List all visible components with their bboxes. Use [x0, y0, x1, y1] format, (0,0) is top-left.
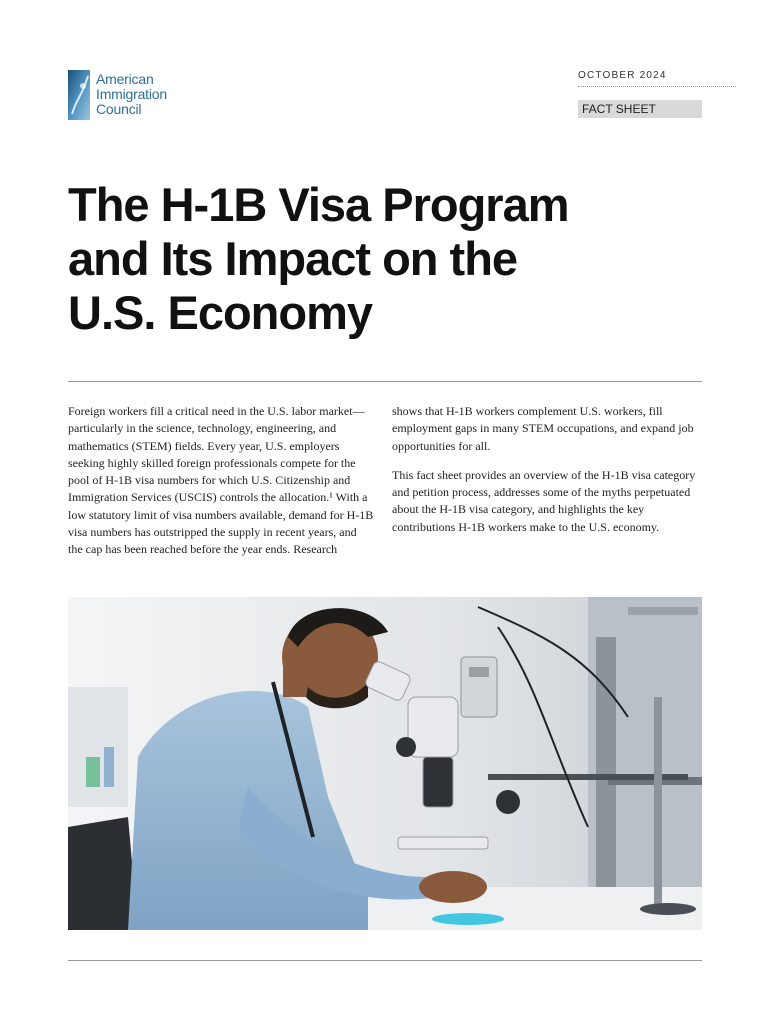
overview-paragraph: This fact sheet provides an overview of the H-1B visa category and petition process, addresses some of the myths perpetuated about the H-1B visa category, and highlights the key contributions H-1B workers make to the U.S. economy.	[392, 467, 696, 534]
intro-paragraph-continued: shows that H-1B workers complement U.S. workers, fill employment gaps in many STEM occupations, and expand job opportunities for all.	[392, 404, 694, 453]
footer-divider	[68, 960, 702, 961]
document-type-badge: FACT SHEET	[578, 100, 702, 118]
logo-line-2: Immigration	[96, 86, 167, 102]
logo-line-3: Council	[96, 101, 142, 117]
council-logo-icon	[68, 70, 90, 120]
title-line-1: The H-1B Visa Program	[68, 178, 569, 231]
organization-logo	[68, 70, 178, 122]
body-column-left	[68, 403, 374, 571]
photo-illustration	[68, 597, 702, 930]
logo-line-1: American	[96, 71, 154, 87]
page-title	[68, 178, 708, 340]
title-line-2: and Its Impact on the	[68, 232, 518, 285]
logo-wordmark	[96, 72, 167, 117]
title-divider	[68, 381, 702, 382]
body-column-right	[392, 403, 702, 548]
title-line-3: U.S. Economy	[68, 286, 373, 339]
intro-paragraph: Foreign workers fill a critical need in the U.S. labor market—particularly in the science, technology, engineering, and mathematics (STEM) fields. Every year, U.S. employers seeking highly skilled foreign professionals compete for the pool of H-1B visa numbers for which U.S. Citizenship and Immigration Services (USCIS) controls the allocation.¹ With a low statutory limit of visa numbers available, demand for H-1B visa numbers has outstripped the supply in recent years, and the cap has been reached before the year ends. Research	[68, 404, 374, 557]
publication-date: OCTOBER 2024	[578, 70, 667, 81]
date-divider	[578, 86, 736, 87]
scientist-microscope-photo	[68, 597, 702, 930]
